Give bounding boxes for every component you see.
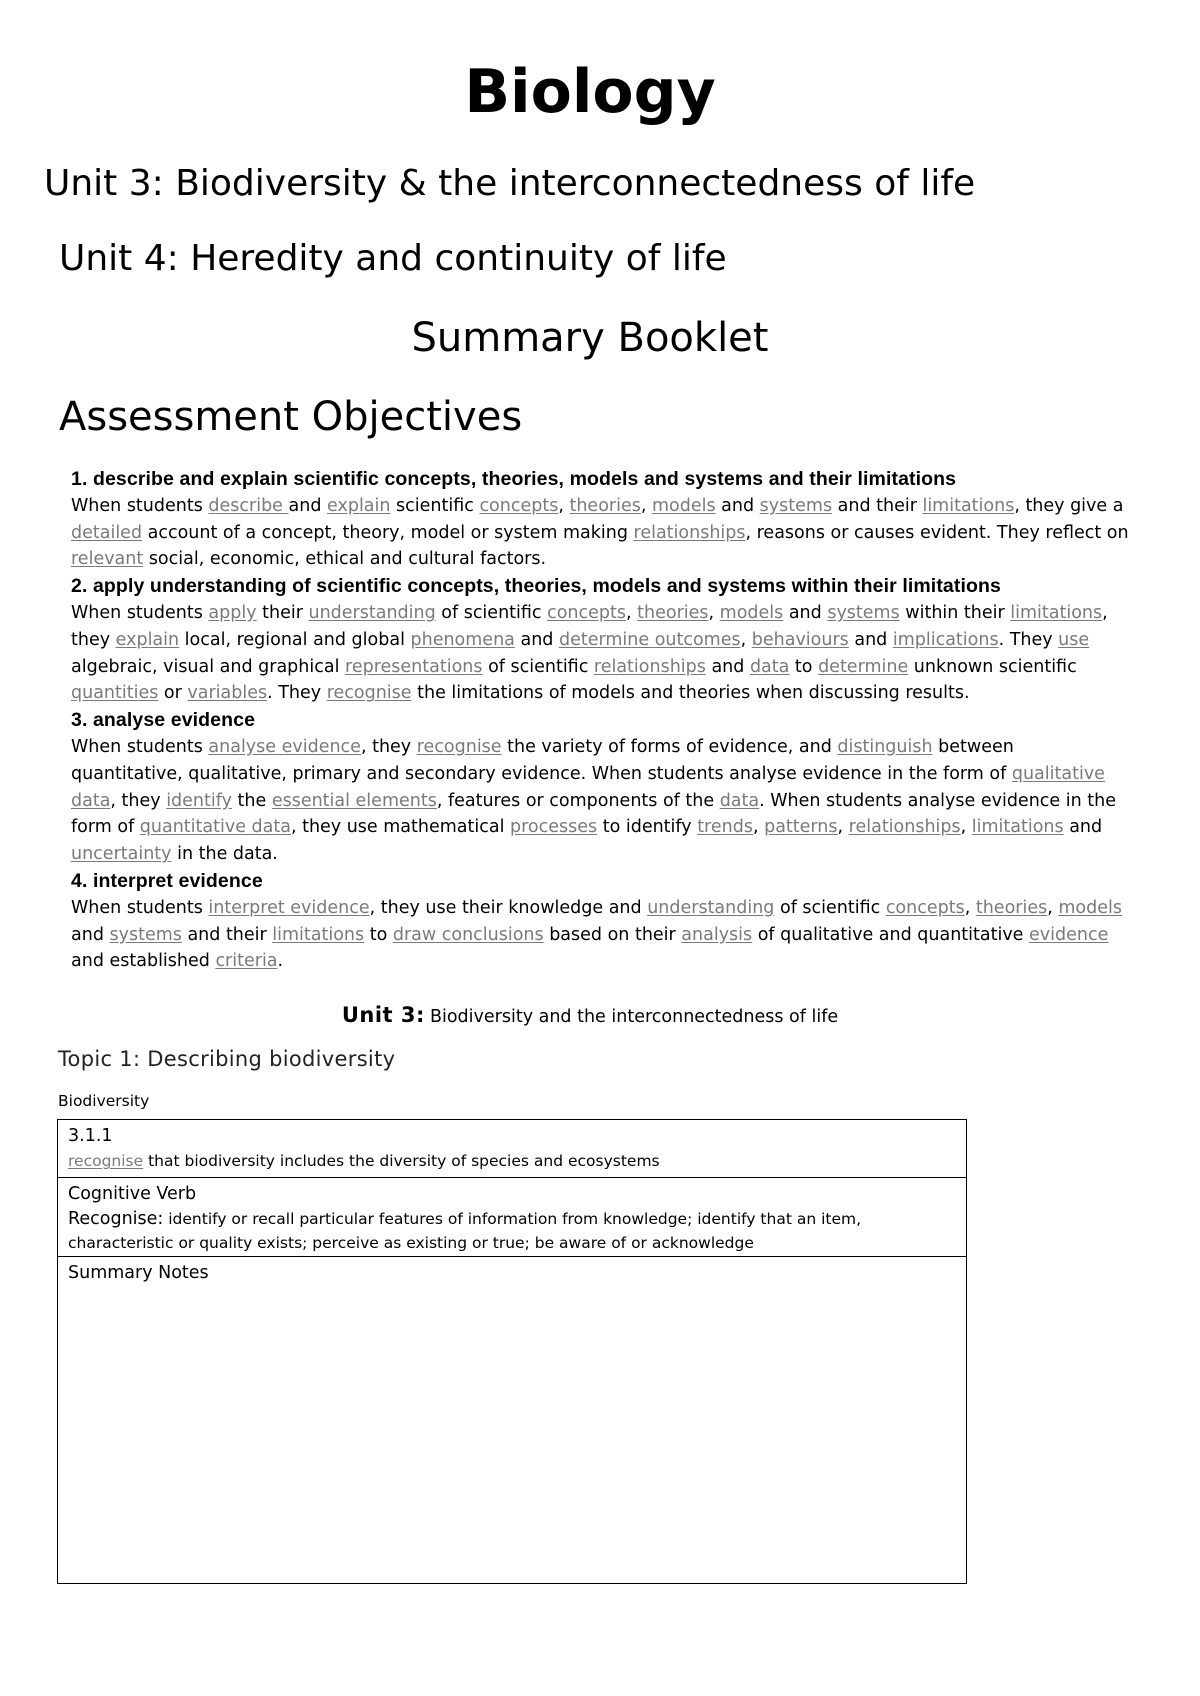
objective-body	[71, 493, 1131, 573]
summary-notes-cell[interactable]	[58, 1257, 966, 1582]
keyword-term: models	[1058, 897, 1122, 918]
objective-heading: 4. interpret evidence	[71, 869, 263, 892]
body-text: and	[848, 629, 893, 650]
keyword-term: representations	[345, 656, 483, 677]
keyword-term: explain	[327, 495, 391, 516]
body-text: ,	[837, 817, 849, 838]
objective-body	[71, 895, 1131, 975]
objective-1	[71, 466, 1131, 573]
body-text: to	[364, 924, 393, 945]
keyword-term: determine	[818, 656, 909, 677]
body-text: . They	[998, 629, 1059, 650]
body-text: and	[71, 924, 110, 945]
body-text: in the data.	[171, 844, 278, 865]
keyword-term: draw conclusions	[392, 924, 544, 945]
keyword-term: relationships	[593, 656, 706, 677]
keyword-term: theories	[637, 602, 709, 623]
keyword-term: evidence	[1029, 924, 1109, 945]
body-text: .	[277, 951, 284, 972]
keyword-term: trends	[697, 817, 753, 838]
keyword-term: theories	[975, 897, 1048, 918]
body-text: algebraic, visual and graphical	[71, 656, 346, 677]
unit3-section-text: Biodiversity and the interconnectedness of life	[429, 1007, 839, 1027]
objective-body	[71, 734, 1131, 868]
keyword-term: implications	[892, 629, 999, 650]
keyword-term: interpret evidence	[208, 897, 370, 918]
body-text: and	[705, 656, 750, 677]
body-text: and their	[832, 495, 923, 516]
unit4-heading: Unit 4: Heredity and continuity of life	[59, 238, 727, 279]
body-text: ,	[1047, 897, 1059, 918]
keyword-term: criteria	[215, 951, 278, 972]
objective-3	[71, 707, 1131, 868]
keyword-term: understanding	[647, 897, 775, 918]
body-text: social, economic, ethical and cultural factors.	[143, 549, 547, 570]
keyword-term: analyse evidence	[208, 736, 361, 757]
body-text: to identify	[597, 817, 698, 838]
body-text: and	[1063, 817, 1103, 838]
body-text: their	[256, 602, 309, 623]
cognitive-verb-heading: Cognitive Verb	[68, 1184, 197, 1204]
body-text: the	[231, 790, 272, 811]
keyword-term: variables	[187, 683, 268, 704]
summary-notes-heading: Summary Notes	[68, 1263, 209, 1283]
unit3-heading: Unit 3: Biodiversity & the interconnectedness of life	[44, 163, 976, 204]
keyword-term: concepts	[547, 602, 626, 623]
body-text: and	[288, 495, 328, 516]
body-text: When students	[71, 736, 209, 757]
body-text: between quantitative, qualitative, primary and secondary evidence. When students analyse evidence in the form of	[71, 736, 1014, 784]
body-text: and	[715, 495, 760, 516]
keyword-term: identify	[166, 790, 232, 811]
body-text: When students	[71, 602, 209, 623]
keyword-term: limitations	[272, 924, 365, 945]
keyword-term: systems	[827, 602, 900, 623]
body-text: unknown scientific	[908, 656, 1077, 677]
keyword-term: distinguish	[837, 736, 933, 757]
body-text: ,	[558, 495, 570, 516]
body-text: . They	[267, 683, 327, 704]
body-text: ,	[640, 495, 652, 516]
assessment-objectives-heading: Assessment Objectives	[59, 394, 523, 440]
body-text: account of a concept, theory, model or system making	[142, 522, 634, 543]
body-text: , they	[360, 736, 417, 757]
keyword-term: relationships	[848, 817, 961, 838]
body-text: the limitations of models and theories when discussing results.	[411, 683, 970, 704]
body-text: , they	[110, 790, 167, 811]
keyword-term: concepts	[479, 495, 559, 516]
outcome-table	[57, 1119, 967, 1584]
body-text: . When students analyse evidence in the form of	[71, 790, 1116, 838]
keyword-term: quantities	[71, 683, 159, 704]
body-text: within their	[899, 602, 1011, 623]
keyword-term: data	[749, 656, 790, 677]
body-text: and established	[71, 951, 216, 972]
body-text: or	[158, 683, 188, 704]
objective-2	[71, 573, 1131, 707]
keyword-term: recognise	[416, 736, 502, 757]
keyword-term: concepts	[885, 897, 965, 918]
keyword-term: understanding	[308, 602, 436, 623]
body-text: When students	[71, 897, 209, 918]
body-text: of qualitative and quantitative	[752, 924, 1030, 945]
objective-heading: 1. describe and explain scientific concepts, theories, models and systems and their limitations	[71, 468, 957, 490]
outcome-cell	[58, 1120, 966, 1178]
body-text: based on their	[543, 924, 682, 945]
body-text: to	[789, 656, 819, 677]
topic-heading: Topic 1: Describing biodiversity	[58, 1047, 396, 1071]
keyword-term: apply	[208, 602, 257, 623]
body-text: , they	[71, 602, 1108, 650]
cognitive-verb-text: identify or recall particular features of information from knowledge; identify that an item, characteristic or quality exists; perceive as existing or true; be aware of or acknowledge	[68, 1210, 862, 1252]
body-text: and their	[181, 924, 273, 945]
keyword-term: limitations	[1010, 602, 1103, 623]
section-label: Biodiversity	[58, 1092, 150, 1110]
keyword-term: explain	[115, 629, 180, 650]
keyword-term: phenomena	[410, 629, 515, 650]
keyword-term: quantitative data	[139, 817, 291, 838]
cognitive-verb-cell	[58, 1178, 966, 1257]
body-text: ,	[964, 897, 976, 918]
outcome-description: that biodiversity includes the diversity of species and ecosystems	[143, 1152, 660, 1170]
body-text: ,	[626, 602, 638, 623]
body-text: local, regional and global	[179, 629, 411, 650]
body-text: ,	[960, 817, 972, 838]
body-text: of scientific	[435, 602, 548, 623]
keyword-term: data	[719, 790, 760, 811]
keyword-term: limitations	[971, 817, 1064, 838]
body-text: , they use mathematical	[290, 817, 511, 838]
objective-heading: 3. analyse evidence	[71, 709, 256, 732]
body-text: the variety of forms of evidence, and	[501, 736, 838, 757]
cognitive-verb-label: Recognise:	[68, 1209, 164, 1229]
keyword-term: models	[719, 602, 784, 623]
keyword-term: qualitative data	[71, 763, 1105, 811]
booklet-subtitle: Summary Booklet	[411, 315, 769, 361]
outcome-text	[68, 1149, 956, 1173]
keyword-term: behaviours	[751, 629, 849, 650]
body-text: of scientific	[774, 897, 886, 918]
body-text: ,	[708, 602, 720, 623]
objective-4	[71, 868, 1131, 975]
objective-heading: 2. apply understanding of scientific concepts, theories, models and systems within their limitations	[71, 575, 1001, 598]
keyword-term: use	[1058, 629, 1090, 650]
document-title: Biology	[464, 57, 716, 127]
keyword-term: patterns	[764, 817, 838, 838]
body-text: and	[783, 602, 828, 623]
keyword-term: analysis	[681, 924, 753, 945]
body-text: , they use their knowledge and	[369, 897, 648, 918]
body-text: , features or components of the	[436, 790, 720, 811]
keyword-term: relationships	[633, 522, 746, 543]
cognitive-verb-definition	[68, 1207, 956, 1255]
objectives-list	[71, 466, 1131, 975]
keyword-term: recognise	[326, 683, 412, 704]
unit3-section-heading	[0, 1000, 1180, 1032]
objective-body	[71, 600, 1131, 707]
keyword-term: limitations	[922, 495, 1015, 516]
keyword-term: uncertainty	[71, 844, 172, 865]
keyword-term: models	[652, 495, 716, 516]
keyword-term: detailed	[71, 522, 143, 543]
body-text: scientific	[390, 495, 480, 516]
body-text: of scientific	[482, 656, 594, 677]
keyword-term: essential elements	[271, 790, 437, 811]
keyword-term: processes	[510, 817, 598, 838]
body-text: and	[514, 629, 559, 650]
outcome-code: 3.1.1	[68, 1126, 113, 1146]
body-text: ,	[752, 817, 765, 838]
keyword-term: theories	[569, 495, 641, 516]
body-text: , they give a	[1014, 495, 1124, 516]
keyword-term: determine outcomes	[558, 629, 741, 650]
keyword-term: systems	[759, 495, 833, 516]
keyword-term: describe	[208, 495, 289, 516]
unit3-section-label: Unit 3:	[341, 1003, 425, 1027]
body-text: When students	[71, 495, 209, 516]
outcome-keyword: recognise	[68, 1152, 144, 1170]
keyword-term: relevant	[71, 549, 144, 570]
body-text: ,	[740, 629, 752, 650]
keyword-term: systems	[109, 924, 182, 945]
body-text: , reasons or causes evident. They reflect on	[745, 522, 1129, 543]
